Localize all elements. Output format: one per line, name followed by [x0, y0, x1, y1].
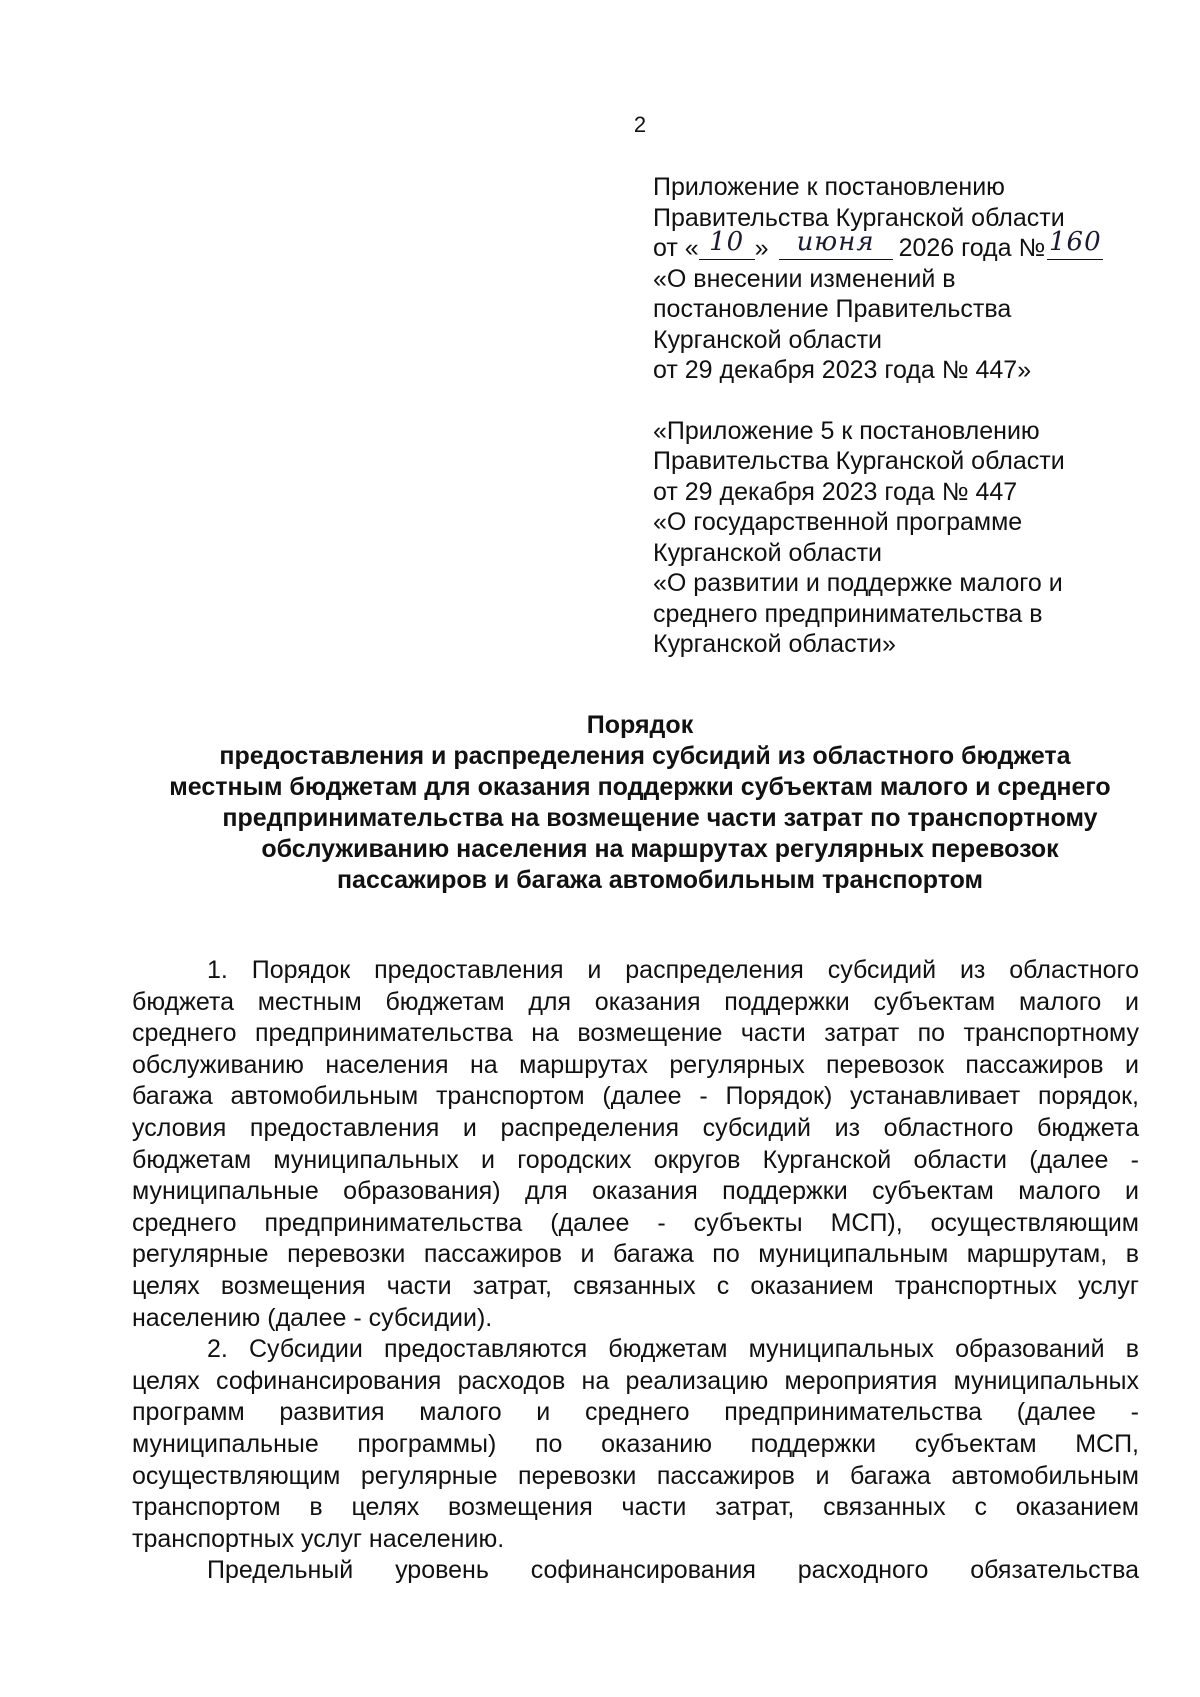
header-line: от 29 декабря 2023 года № 447 — [653, 477, 1018, 506]
header-line: от 29 декабря 2023 года № 447» — [653, 356, 1032, 384]
header-date-line — [653, 227, 1173, 264]
page-number: 2 — [633, 112, 647, 137]
date-after-day: » — [754, 234, 769, 262]
header-spacer — [653, 386, 1173, 416]
body-line: среднего предпринимательства на возмещение части затрат по транспортному — [132, 1019, 1139, 1048]
header-line: Приложение к постановлению — [653, 173, 1005, 201]
body-line: транспортных услуг населению. — [132, 1524, 505, 1553]
day-blank — [699, 227, 755, 260]
title-line: предпринимательства на возмещение части затрат по транспортному — [222, 804, 1098, 832]
handwritten-month: июня — [796, 227, 875, 257]
appendix-header — [653, 172, 1173, 660]
header-line: «О внесении изменений в — [653, 264, 956, 293]
title-line: предоставления и распределения субсидий из областного бюджета — [219, 742, 1071, 770]
month-blank — [779, 227, 893, 260]
title-line: обслуживанию населения на маршрутах регулярных перевозок — [261, 835, 1059, 863]
handwritten-day: 10 — [709, 227, 745, 257]
body-line: населению (далее - субсидии). — [132, 1303, 493, 1332]
body-line: целях софинансирования расходов на реализацию мероприятия муниципальных — [132, 1366, 1139, 1395]
title-line: пассажиров и багажа автомобильным транспортом — [336, 866, 984, 894]
header-line: Курганской области — [653, 538, 883, 567]
body-line: среднего предпринимательства (далее - субъекты МСП), осуществляющим — [132, 1208, 1139, 1237]
body-line: осуществляющим регулярные перевозки пассажиров и багажа автомобильным — [132, 1461, 1139, 1490]
header-line: Правительства Курганской области — [653, 203, 1065, 232]
header-line: «О государственной программе — [653, 508, 1023, 536]
body-line: бюджета местным бюджетам для оказания поддержки субъектам малого и — [132, 987, 1139, 1016]
title-heading: Порядок — [586, 711, 694, 739]
number-blank — [1047, 227, 1103, 260]
header-line: среднего предпринимательства в — [653, 599, 1043, 628]
document-body — [132, 955, 1139, 1587]
document-title — [120, 710, 1160, 896]
header-line: «Приложение 5 к постановлению — [653, 416, 1040, 445]
body-line: обслуживанию населения на маршрутах регулярных перевозок пассажиров и — [132, 1050, 1139, 1079]
body-line: муниципальные образования) для оказания поддержки субъектам малого и — [132, 1177, 1139, 1206]
header-line: «О развитии и поддержке малого и — [653, 569, 1063, 597]
body-line: транспортом в целях возмещения части затрат, связанных с оказанием — [132, 1493, 1139, 1522]
header-line: постановление Правительства — [653, 295, 1012, 323]
body-line: регулярные перевозки пассажиров и багажа по муниципальным маршрутам, в — [132, 1240, 1139, 1269]
body-line: муниципальные программы) по оказанию поддержки субъектам МСП, — [132, 1429, 1139, 1458]
body-line: багажа автомобильным транспортом (далее - Порядок) устанавливает порядок, — [132, 1082, 1139, 1111]
header-line: Курганской области — [653, 325, 883, 354]
handwritten-number: 160 — [1048, 227, 1102, 257]
header-line: Правительства Курганской области — [653, 447, 1065, 475]
body-line: Предельный уровень софинансирования расходного обязательства — [207, 1556, 1139, 1585]
body-line: бюджетам муниципальных и городских округов Курганской области (далее - — [132, 1145, 1139, 1174]
date-year-text: 2026 года № — [898, 234, 1046, 262]
body-line: целях возмещения части затрат, связанных с оказанием транспортных услуг — [132, 1271, 1139, 1300]
body-line: 2. Субсидии предоставляются бюджетам муниципальных образований в — [207, 1335, 1139, 1364]
body-line: условия предоставления и распределения субсидий из областного бюджета — [132, 1113, 1139, 1142]
title-line: местным бюджетам для оказания поддержки субъектам малого и среднего — [169, 773, 1111, 801]
date-prefix: от « — [653, 234, 699, 262]
header-line: Курганской области» — [653, 630, 896, 658]
body-line: 1. Порядок предоставления и распределения субсидий из областного — [207, 956, 1139, 984]
body-line: программ развития малого и среднего предпринимательства (далее - — [132, 1398, 1139, 1427]
